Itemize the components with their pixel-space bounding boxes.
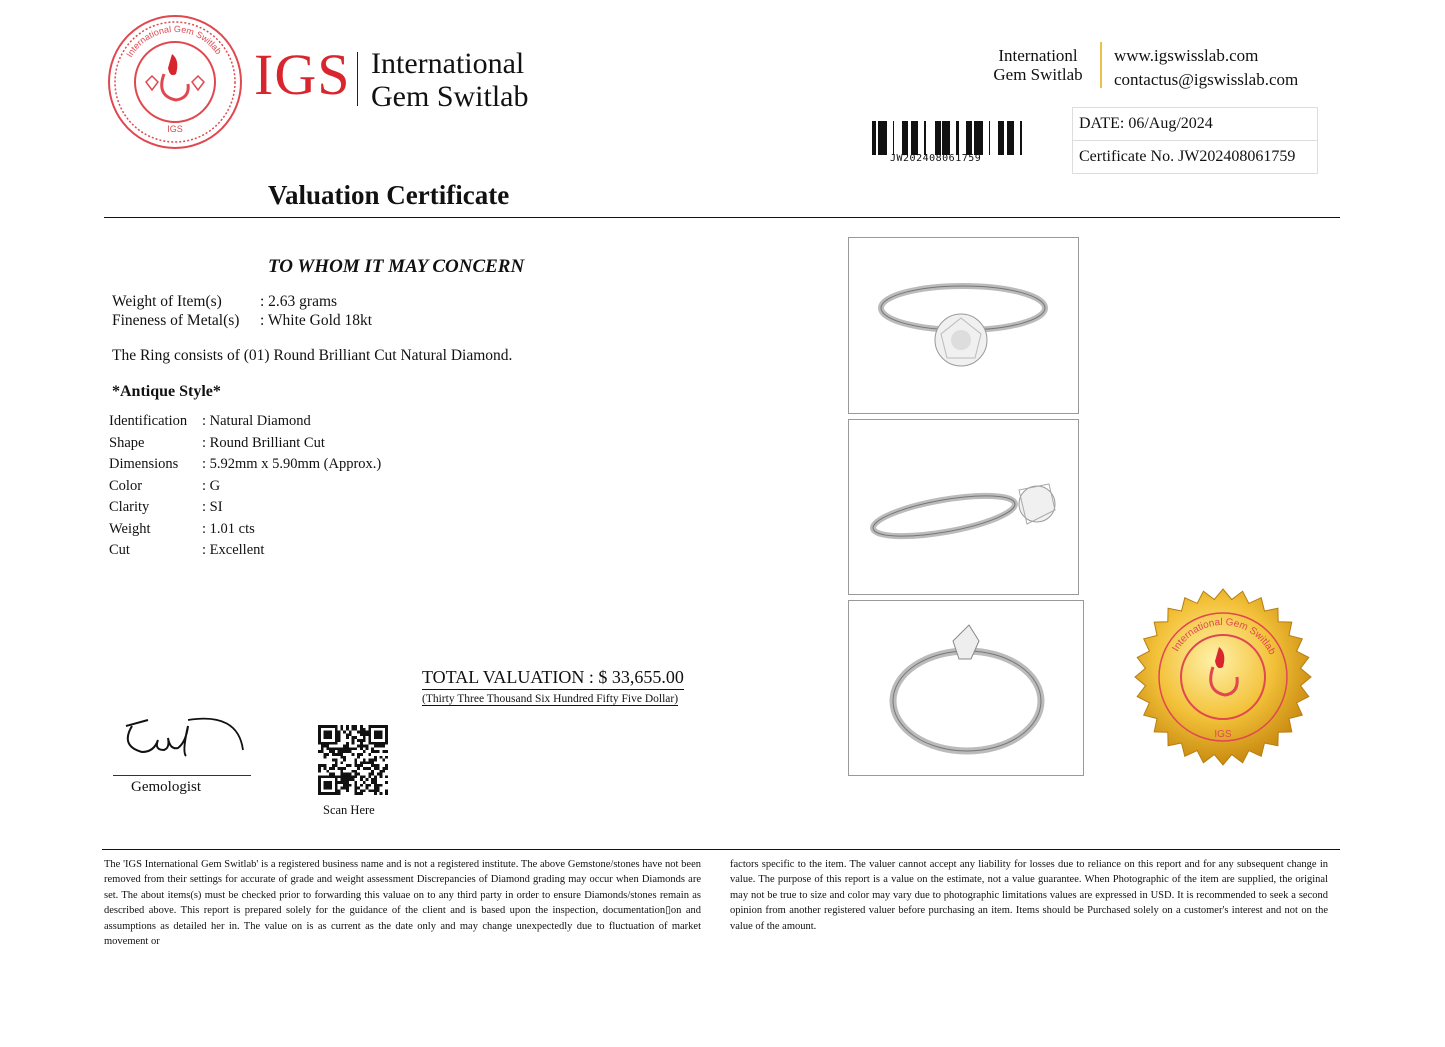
footer-rule — [102, 849, 1340, 850]
header-rule — [104, 217, 1340, 218]
spec-label: Identification — [109, 413, 188, 429]
spec-label: Weight — [109, 521, 151, 537]
concern-heading: TO WHOM IT MAY CONCERN — [268, 256, 525, 277]
ring-photo-top — [848, 237, 1079, 414]
spec-value: : 1.01 cts — [202, 521, 255, 537]
gemologist-caption: Gemologist — [131, 779, 201, 795]
org-name-line2: Gem Switlab — [993, 65, 1083, 84]
disclaimer-right: factors specific to the item. The valuer cannot accept any liability for losses due to reliance on this report and for any subsequent change in value. The purpose of this report is a value on the estimate, not a value guarantee. When Photographic of the item are supplied, the original may not be true to size and color may vary due to photographic limitations values are expressed in USD. It is recommended to seek a second opinion from another registered valuer before purchasing an item. Items should be Purchased solely on a customer's interest and not on the value of the amount. — [730, 859, 1328, 932]
barcode-number: JW202408061759 — [890, 153, 982, 164]
spec-label: Color — [109, 478, 143, 494]
certificate-number: Certificate No. JW202408061759 — [1079, 148, 1296, 165]
spec-row — [109, 456, 509, 476]
ring-description: The Ring consists of (01) Round Brilliant Cut Natural Diamond. — [112, 347, 513, 364]
qr-caption: Scan Here — [323, 803, 375, 817]
gemologist-signature — [118, 712, 248, 772]
style-heading: *Antique Style* — [112, 383, 221, 400]
spec-row — [109, 478, 509, 498]
igs-logo-seal — [106, 14, 244, 150]
spec-row — [109, 413, 509, 433]
disclaimer-left: The 'IGS International Gem Switlab' is a registered business name and is not a registered institute. The above Gemstone/stones have not been removed from their settings for accurate of grade and weight assessment Discrepancies of Diamond grading may occur when Diamonds are set. The about items(s) must be checked prior to forwarding this valuae on to any third party in order to ensure Diamonds/stones remain as described above. This report is prepared solely for the guidance of the client and is based upon the inspection, documentation▯on and assumptions as detailed her in. The value on is as current as the date only and may change unexpectedly due to fluctuation of market movement or — [104, 859, 701, 948]
brand-short: IGS — [254, 42, 351, 107]
gold-seal — [1133, 587, 1313, 767]
spec-label: Shape — [109, 435, 145, 451]
spec-value: : Excellent — [202, 542, 265, 558]
contact-block — [1114, 44, 1298, 92]
spec-label: Clarity — [109, 499, 150, 515]
brand-name-line1: International — [371, 47, 525, 80]
qr-code[interactable] — [318, 725, 388, 795]
spec-row — [109, 435, 509, 455]
spec-value: : SI — [202, 499, 223, 515]
metal-fineness-label: Fineness of Metal(s) — [112, 312, 240, 329]
contact-divider — [1100, 42, 1102, 88]
brand-name — [371, 47, 529, 113]
spec-label: Cut — [109, 542, 130, 558]
certificate-date: DATE: 06/Aug/2024 — [1073, 108, 1317, 141]
barcode — [872, 121, 1028, 155]
item-weight-label: Weight of Item(s) — [112, 293, 222, 310]
email-link[interactable]: contactus@igswisslab.com — [1114, 70, 1299, 89]
svg-text:IGS: IGS — [1214, 729, 1232, 740]
org-name — [985, 46, 1091, 84]
total-valuation: TOTAL VALUATION : $ 33,655.00 — [422, 667, 684, 690]
signature-line — [113, 775, 251, 776]
org-name-line1: Internationl — [998, 46, 1078, 65]
ring-photo-front — [848, 600, 1084, 776]
spec-value: : G — [202, 478, 221, 494]
svg-text:IGS: IGS — [167, 124, 183, 134]
total-valuation-words: (Thirty Three Thousand Six Hundred Fifty Five Dollar) — [422, 693, 679, 705]
spec-label: Dimensions — [109, 456, 179, 472]
spec-value: : Round Brilliant Cut — [202, 435, 325, 451]
metal-fineness-value: : White Gold 18kt — [260, 312, 373, 329]
page-title: Valuation Certificate — [268, 180, 510, 210]
brand-name-line2: Gem Switlab — [371, 80, 529, 113]
spec-row — [109, 521, 509, 541]
ring-photo-side — [848, 419, 1079, 595]
spec-row — [109, 542, 509, 562]
spec-value: : Natural Diamond — [202, 413, 311, 429]
spec-value: : 5.92mm x 5.90mm (Approx.) — [202, 456, 382, 472]
svg-text:International Gem Switlab: International Gem Switlab — [1170, 616, 1278, 657]
brand-divider — [357, 52, 358, 106]
website-link[interactable]: www.igswisslab.com — [1114, 46, 1259, 65]
item-weight-value: : 2.63 grams — [260, 293, 338, 310]
spec-row — [109, 499, 509, 519]
svg-text:International Gem Switlab: International Gem Switlab — [124, 23, 224, 59]
certificate-meta-box — [1072, 107, 1318, 174]
